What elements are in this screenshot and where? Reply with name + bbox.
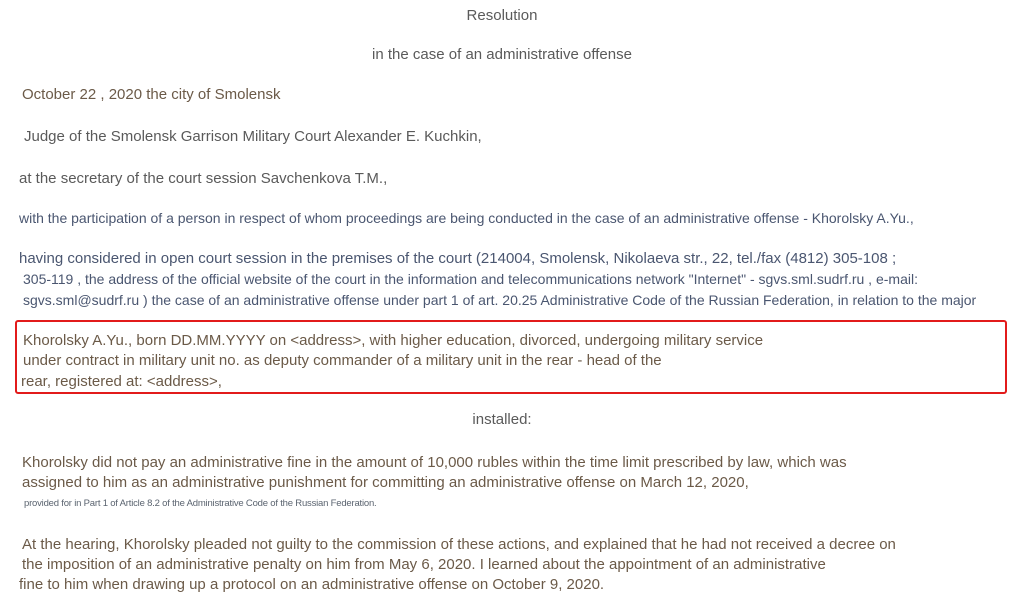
participation-line: with the participation of a person in respect of whom proceedings are being conducted in the case of an administrative offense - Khorolsky A.Yu., [19, 210, 914, 226]
secretary-line: at the secretary of the court session Savchenkova T.M., [19, 170, 388, 187]
highlighted-line-2: under contract in military unit no. as deputy commander of a military unit in the rear - head of the [23, 352, 662, 369]
hearing-line-3: fine to him when drawing up a protocol on an administrative offense on October 9, 2020. [19, 576, 605, 593]
date-place: October 22 , 2020 the city of Smolensk [22, 86, 281, 103]
hearing-line-2: the imposition of an administrative penalty on him from May 6, 2020. I learned about the appointment of an administrative [22, 556, 826, 573]
document-title: Resolution [466, 7, 538, 24]
provided-for-note: provided for in Part 1 of Article 8.2 of the Administrative Code of the Russian Federation. [24, 498, 377, 509]
fine-line-1: Khorolsky did not pay an administrative fine in the amount of 10,000 rubles within the time limit prescribed by law, which was [22, 454, 847, 471]
highlighted-line-1: Khorolsky A.Yu., born DD.MM.YYYY on <address>, with higher education, divorced, undergoing military service [23, 332, 764, 349]
hearing-line-1: At the hearing, Khorolsky pleaded not guilty to the commission of these actions, and explained that he had not received a decree on [22, 536, 896, 553]
considered-line-1: having considered in open court session in the premises of the court (214004, Smolensk, Nikolaeva str., 22, tel./fax (4812) 305-108 ; [19, 250, 897, 267]
fine-line-2: assigned to him as an administrative punishment for committing an administrative offense on March 12, 2020, [22, 474, 749, 491]
installed-heading: installed: [472, 411, 532, 428]
document-subtitle: in the case of an administrative offense [372, 46, 632, 63]
considered-line-2: 305-119 , the address of the official website of the court in the information and telecommunications network "Internet" - sgvs.sml.sudrf.ru , e-mail: [23, 271, 918, 287]
judge-line: Judge of the Smolensk Garrison Military Court Alexander E. Kuchkin, [24, 128, 482, 145]
highlighted-line-3: rear, registered at: <address>, [21, 373, 222, 390]
considered-line-3: sgvs.sml@sudrf.ru ) the case of an administrative offense under part 1 of art. 20.25 Administrative Code of the Russian Federation, in relation to the major [23, 292, 977, 308]
